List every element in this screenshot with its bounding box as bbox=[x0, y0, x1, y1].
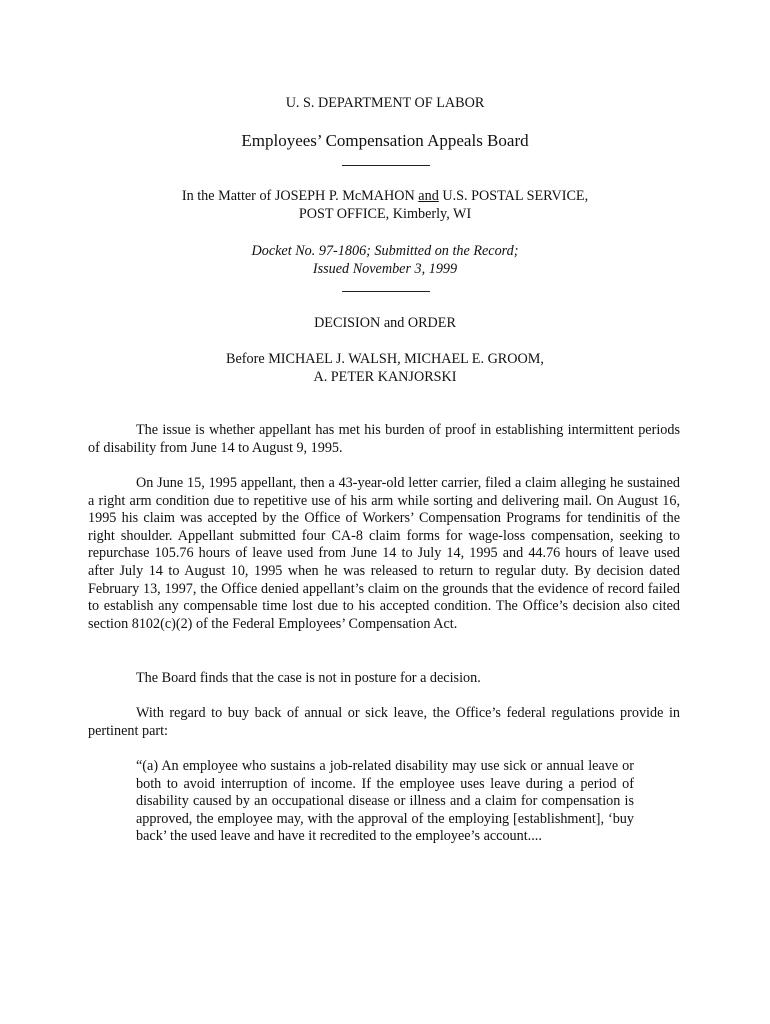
decision-heading: DECISION and ORDER bbox=[314, 315, 456, 331]
matter-line-2: POST OFFICE, Kimberly, WI bbox=[298, 206, 472, 222]
docket-divider bbox=[342, 291, 430, 292]
judges-line-2: A. PETER KANJORSKI bbox=[313, 369, 457, 385]
agency-heading: U. S. DEPARTMENT OF LABOR bbox=[285, 95, 485, 111]
paragraph-finding: The Board finds that the case is not in posture for a decision. bbox=[136, 670, 481, 686]
board-title: Employees’ Compensation Appeals Board bbox=[241, 131, 529, 150]
paragraph-facts: On June 15, 1995 appellant, then a 43-year-old letter carrier, filed a claim alleging he sustained a right arm condition due to repetitive use of his arm while sorting and delivering mail. On August 16, 1995 his claim was accepted by the Office of Workers’ Compensation Programs for tendinitis of the right shoulder. Appellant submitted four CA-8 claim forms for wage-loss compensation, seeking to repurchase 105.76 hours of leave used from June 14 to July 14, 1995 and 44.76 hours of leave used after July 14 to August 10, 1995 when he was released to return to regular duty. By decision dated February 13, 1997, the Office denied appellant’s claim on the grounds that the evidence of record failed to establish any compensable time lost due to his accepted condition. The Office’s decision also cited section 8102(c)(2) of the Federal Employees’ Compensation Act. bbox=[88, 475, 680, 632]
judges-line-1: Before MICHAEL J. WALSH, MICHAEL E. GROOM, bbox=[226, 351, 544, 367]
matter-party: U.S. POSTAL SERVICE, bbox=[442, 188, 589, 204]
paragraph-issue: The issue is whether appellant has met his burden of proof in establishing intermittent periods of disability from June 14 to August 9, 1995. bbox=[88, 422, 680, 456]
docket-line-2: Issued November 3, 1999 bbox=[312, 261, 458, 277]
title-divider bbox=[342, 165, 430, 166]
docket-line-1: Docket No. 97-1806; Submitted on the Record; bbox=[251, 243, 519, 259]
matter-and: and bbox=[418, 188, 439, 204]
regulation-quote: “(a) An employee who sustains a job-related disability may use sick or annual leave or both to avoid interruption of income. If the employee uses leave during a period of disability caused by an occupational disease or illness and a claim for compensation is approved, the employee may, with the approval of the employing [establishment], ‘buy back’ the used leave and have it recredited to the employee’s account.... bbox=[136, 758, 634, 845]
matter-line-1 bbox=[0, 187, 770, 205]
paragraph-regulation-intro: With regard to buy back of annual or sick leave, the Office’s federal regulations provide in pertinent part: bbox=[88, 705, 680, 739]
matter-prefix: In the Matter of JOSEPH P. McMAHON bbox=[181, 188, 415, 204]
